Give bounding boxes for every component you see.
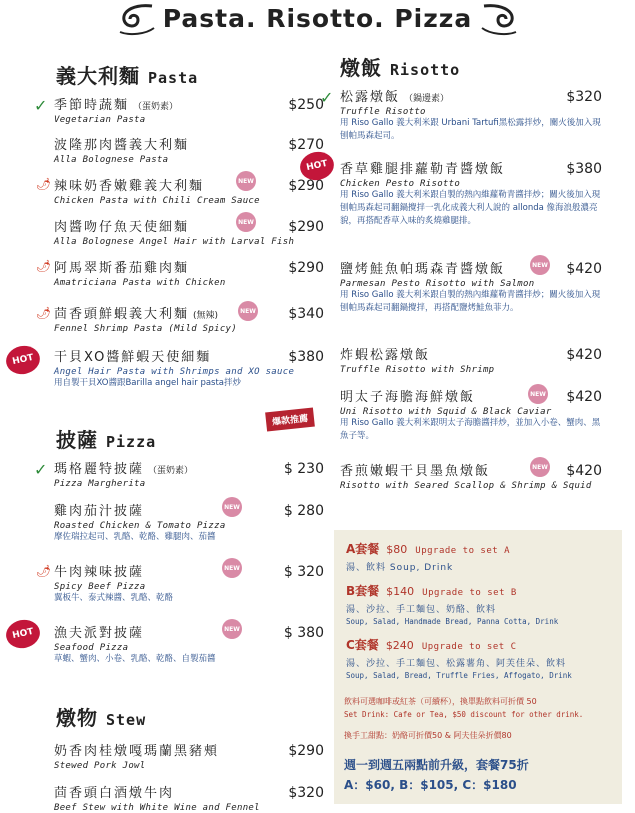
set-c-contents: 湯、沙拉、手工麵包、松露薯角、阿芙佳朵、飲料 (346, 659, 567, 669)
item-en: Alla Bolognese Angel Hair with Larval Fish (54, 237, 295, 247)
item-en: Fennel Shrimp Pasta (Mild Spicy) (54, 324, 237, 334)
new-badge: NEW (222, 619, 242, 639)
vegetarian-leaf-icon: ✓ (34, 96, 48, 115)
pizza-item (54, 561, 324, 605)
pasta-item (54, 303, 324, 334)
chili-pepper-icon: 🌶 (36, 177, 52, 191)
item-description: 用 Riso Gallo 義大利米跟 Urbani Tartufi黑松露拌炒，關火後加入現刨帕馬森起司。 (340, 118, 601, 141)
set-b-contents-en: Soup, Salad, Handmade Bread, Panna Cotta, Drink (346, 617, 559, 626)
item-price: $340 (288, 306, 324, 322)
set-b-label: B套餐 (346, 584, 380, 598)
item-name: 阿馬翠斯番茄雞肉麵 (54, 261, 190, 276)
hot-badge: HOT (3, 343, 42, 377)
item-name: 漁夫派對披薩 (54, 626, 145, 641)
right-swirl-ornament (480, 2, 520, 38)
item-name: 牛肉辣味披薩 (54, 565, 145, 580)
set-c-price: $240 (385, 639, 414, 652)
pasta-heading-en: Pasta (148, 69, 199, 87)
pizza-item (54, 500, 324, 544)
set-b-price: $140 (386, 585, 415, 598)
pasta-item (54, 216, 324, 247)
recommend-badge: 爆款推薦 (265, 408, 315, 432)
item-price: $420 (566, 261, 602, 277)
item-price: $ 280 (283, 503, 324, 519)
item-name: 辣味奶香嫩雞義大利麵 (54, 179, 205, 194)
item-en: Risotto with Seared Scallop & Shrimp & Squid (340, 481, 592, 491)
item-price: $290 (288, 219, 324, 235)
risotto-heading-en: Risotto (390, 61, 461, 79)
hot-badge: HOT (297, 149, 336, 183)
item-price: $270 (288, 137, 324, 153)
item-en: Beef Stew with White Wine and Fennel (54, 803, 260, 813)
item-note: （蛋奶素） (148, 466, 194, 476)
vegetarian-leaf-icon: ✓ (34, 460, 48, 479)
set-b (346, 582, 558, 626)
item-name: 瑪格麗特披薩 (54, 462, 145, 477)
item-en: Chicken Pesto Risotto (340, 179, 461, 189)
weekday-promo: 週一到週五兩點前升級，套餐75折 (344, 758, 529, 772)
new-badge: NEW (236, 212, 256, 232)
new-badge: NEW (530, 255, 550, 275)
stew-item (54, 740, 324, 771)
item-name: 茴香頭白酒燉牛肉 (54, 786, 175, 801)
risotto-item (340, 258, 602, 315)
pizza-item (54, 622, 324, 666)
new-badge: NEW (222, 497, 242, 517)
item-name: 茴香頭鮮蝦義大利麵 (54, 307, 190, 322)
new-badge: NEW (528, 384, 548, 404)
item-note: （鍋邊素） (404, 94, 450, 104)
new-badge: NEW (238, 301, 258, 321)
item-description: 用 Riso Gallo 義大利米跟自製的熱內維蘿勒青醬拌炒；關火後加入現刨帕馬森起司翻鍋攪拌，再搭配鹽烤鮭魚菲力。 (340, 290, 601, 313)
drink-note-zh: 飲料可選咖啡或紅茶（可續杯），換單點飲料可折價 50 (344, 697, 537, 706)
item-price: $320 (288, 785, 324, 801)
item-en: Spicy Beef Pizza (54, 582, 146, 592)
item-price: $ 380 (283, 625, 324, 641)
pizza-heading-en: Pizza (106, 433, 157, 451)
stew-heading-en: Stew (106, 711, 147, 729)
set-b-contents: 湯、沙拉、手工麵包、奶酪、飲料 (346, 605, 497, 615)
risotto-item (340, 86, 602, 143)
item-name: 明太子海膽海鮮燉飯 (340, 390, 476, 405)
item-price: $ 230 (283, 461, 324, 477)
item-en: Amatriciana Pasta with Chicken (54, 278, 226, 288)
item-price: $420 (566, 347, 602, 363)
item-name: 松露燉飯 (340, 90, 401, 105)
set-a-contents: 湯、飲料 Soup, Drink (346, 563, 454, 573)
item-name: 雞肉茄汁披薩 (54, 504, 145, 519)
hot-badge: HOT (3, 617, 42, 651)
set-c-contents-en: Soup, Salad, Bread, Truffle Fries, Affogato, Drink (346, 671, 572, 680)
page-title: Pasta. Risotto. Pizza (162, 4, 473, 33)
item-note: (無辣) (193, 311, 219, 321)
item-price: $290 (288, 743, 324, 759)
pizza-item (54, 458, 324, 489)
item-price: $250 (288, 97, 324, 113)
item-name: 肉醬吻仔魚天使細麵 (54, 220, 190, 235)
stew-section-heading (56, 702, 146, 731)
chili-pepper-icon: 🌶 (36, 306, 52, 320)
pasta-item (54, 134, 324, 165)
pasta-section-heading (56, 60, 198, 89)
set-b-upgrade: Upgrade to set B (422, 588, 517, 598)
pasta-heading-zh: 義大利麵 (56, 64, 140, 88)
dessert-swap-note: 換手工甜點：奶酪可折價50 & 阿夫佳朵折價80 (344, 731, 512, 740)
pasta-item (54, 346, 324, 390)
item-en: Stewed Pork Jowl (54, 761, 146, 771)
risotto-heading-zh: 燉飯 (340, 56, 382, 80)
item-price: $290 (288, 260, 324, 276)
new-badge: NEW (222, 558, 242, 578)
item-name: 季節時蔬麵 (54, 98, 130, 113)
new-badge: NEW (530, 457, 550, 477)
item-description: 翼板牛、泰式辣醬、乳酪、乾酪 (54, 593, 174, 603)
item-en: Seafood Pizza (54, 643, 129, 653)
drink-note-en: Set Drink: Cafe or Tea, $50 discount for other drink. (344, 710, 584, 719)
item-description: 用 Riso Gallo 義大利米跟自製的熱內維蘿勒青醬拌炒；關火後加入現刨帕馬森起司翻鍋攪拌一乳化成義大利人說的 allonda 像海浪般濃亮貌，再搭配香草入味的炙燒雞腿排。 (340, 190, 601, 226)
set-a-label: A套餐 (346, 542, 380, 556)
pizza-section-heading (56, 424, 156, 453)
item-name: 香煎嫩蝦干貝墨魚燉飯 (340, 464, 491, 479)
set-c-upgrade: Upgrade to set C (421, 642, 517, 652)
item-description: 草蝦、蟹肉、小卷、乳酪、乾酪、自製茄醬 (54, 654, 216, 664)
item-price: $320 (566, 89, 602, 105)
item-name: 鹽烤鮭魚帕瑪森青醬燉飯 (340, 262, 506, 277)
item-en: Truffle Risotto with Shrimp (340, 365, 495, 375)
chili-pepper-icon: 🌶 (36, 564, 52, 578)
risotto-section-heading (340, 52, 460, 81)
set-a-upgrade: Upgrade to set A (415, 546, 510, 556)
item-en: Uni Risotto with Squid & Black Caviar (340, 407, 552, 417)
item-en: Vegetarian Pasta (54, 115, 146, 125)
risotto-item (340, 158, 602, 228)
chili-pepper-icon: 🌶 (36, 259, 52, 273)
item-en: Roasted Chicken & Tomato Pizza (54, 521, 226, 531)
item-name: 炸蝦松露燉飯 (340, 348, 431, 363)
set-c (346, 636, 572, 680)
set-a (346, 540, 510, 573)
promo-prices: A：$60, B：$105, C：$180 (344, 778, 517, 792)
set-meal-panel (334, 530, 622, 804)
new-badge: NEW (236, 171, 256, 191)
pizza-heading-zh: 披薩 (56, 428, 98, 452)
item-en: Truffle Risotto (340, 107, 426, 117)
set-c-label: C套餐 (346, 638, 379, 652)
item-name: 干貝XO醬鮮蝦天使細麵 (54, 350, 212, 365)
item-en: Angel Hair Pasta with Shrimps and XO sauce (54, 367, 295, 377)
item-price: $420 (566, 389, 602, 405)
risotto-item (340, 460, 602, 491)
set-a-price: $80 (386, 543, 408, 556)
item-en: Chicken Pasta with Chili Cream Sauce (54, 196, 260, 206)
item-price: $ 320 (283, 564, 324, 580)
item-price: $420 (566, 463, 602, 479)
item-price: $380 (566, 161, 602, 177)
item-en: Alla Bolognese Pasta (54, 155, 169, 165)
item-description: 用自製干貝XO醬跟Barilla angel hair pasta拌炒 (54, 378, 242, 388)
pasta-item (54, 175, 324, 206)
item-note: （蛋奶素） (133, 102, 179, 112)
item-description: 用 Riso Gallo 義大利米跟明太子海膽醬拌炒，並加入小卷、蟹肉、黑魚子等。 (340, 418, 601, 441)
item-name: 波隆那肉醬義大利麵 (54, 138, 190, 153)
risotto-item (340, 344, 602, 375)
item-name: 奶香肉桂燉嘎瑪蘭黑豬頰 (54, 744, 220, 759)
stew-heading-zh: 燉物 (56, 706, 98, 730)
item-en: Parmesan Pesto Risotto with Salmon (340, 279, 535, 289)
item-price: $380 (288, 349, 324, 365)
pasta-item (54, 257, 324, 288)
item-en: Pizza Margherita (54, 479, 146, 489)
item-description: 摩佐瑞拉起司、乳酪、乾酪、雞腿肉、茄醬 (54, 532, 216, 542)
stew-item (54, 782, 324, 813)
vegetarian-leaf-icon: ✓ (320, 88, 334, 107)
risotto-item (340, 386, 602, 443)
item-name: 香草雞腿排蘿勒青醬燉飯 (340, 162, 506, 177)
pasta-item (54, 94, 324, 125)
item-price: $290 (288, 178, 324, 194)
